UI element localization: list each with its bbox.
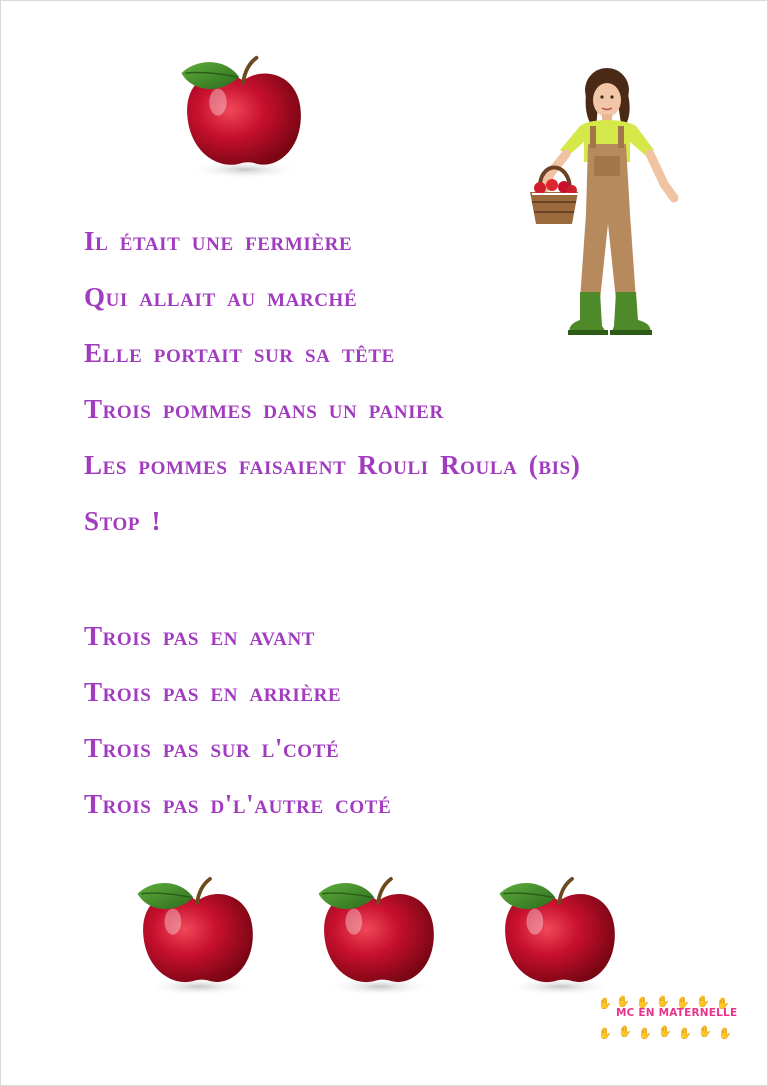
apple-icon [168,52,318,182]
poem-line: Il était une fermière [84,226,353,256]
svg-text:✋: ✋ [598,997,612,1010]
svg-text:✋: ✋ [658,1025,672,1038]
apple-icon [132,870,262,1002]
poem-line: Trois pommes dans un panier [84,394,444,424]
poem-line: Elle portait sur sa tête [84,338,395,368]
svg-text:✋: ✋ [716,997,730,1010]
svg-text:✋: ✋ [718,1027,732,1040]
poem-line: Les pommes faisaient Rouli Roula (bis) [84,450,581,480]
poem-line: Trois pas en avant [84,621,316,651]
svg-text:✋: ✋ [698,1025,712,1038]
poem-line: Trois pas sur l'coté [84,733,340,763]
apple-icon [494,870,624,1002]
svg-text:✋: ✋ [616,995,630,1008]
svg-text:✋: ✋ [676,996,690,1009]
svg-text:✋: ✋ [618,1025,632,1038]
logo-text: MC EN MATERNELLE [616,1007,738,1019]
mc-en-maternelle-logo [596,995,744,1041]
svg-text:✋: ✋ [638,1027,652,1040]
apple-icon [313,870,443,1002]
svg-text:✋: ✋ [656,995,670,1008]
poem-line: Stop ! [84,506,162,536]
poem-line: Trois pas d'l'autre coté [84,789,392,819]
farmer-woman-figurine [512,64,692,339]
svg-text:✋: ✋ [636,996,650,1009]
svg-text:✋: ✋ [696,995,710,1008]
svg-text:✋: ✋ [678,1027,692,1040]
poem-line: Trois pas en arrière [84,677,342,707]
svg-text:✋: ✋ [598,1027,612,1040]
poem-line: Qui allait au marché [84,282,358,312]
